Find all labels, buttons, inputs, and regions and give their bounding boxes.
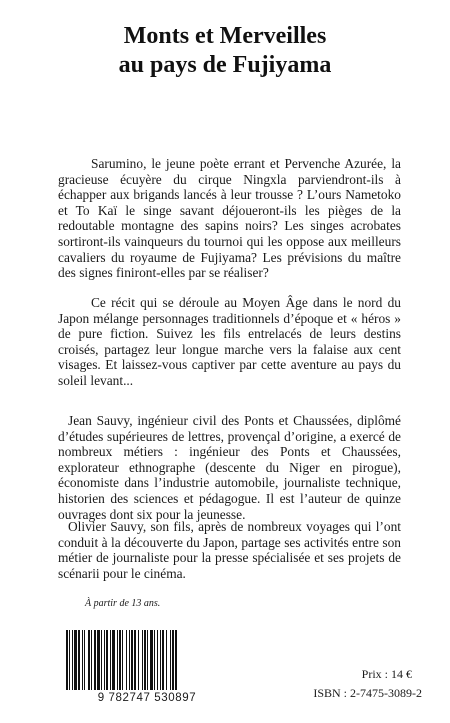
barcode-bar xyxy=(129,630,130,690)
barcode-bar xyxy=(112,630,115,690)
synopsis-paragraph-1: Sarumino, le jeune poète errant et Pervenche Azurée, la gracieuse écuyère du cirque Ningxla parviendront-ils à échapper aux brigands lancés à leur trousse ? L’ours Nametoko et To Kaï le singe savant déjoueront-ils les pièges de la redoutable montagne des sapins noirs? Les singes acrobates sortiront-ils vainqueurs du tournoi qui les oppose aux meilleurs cavaliers du royaume de Fujiyama? Les prévisions du maître des signes finiront-elles par se réaliser? xyxy=(58,156,401,281)
barcode-bar xyxy=(142,630,143,690)
barcode xyxy=(58,628,236,708)
barcode-bar xyxy=(72,630,73,690)
barcode-bar xyxy=(131,630,133,690)
book-title-line-2: au pays de Fujiyama xyxy=(118,52,332,78)
barcode-bar xyxy=(144,630,146,690)
barcode-bar xyxy=(119,630,121,690)
synopsis-paragraph-2: Ce récit qui se déroule au Moyen Âge dans le nord du Japon mélange personnages traditionnels d’époque et « héros » de pure fiction. Suivez les fils entrelacés de leurs destins croisés, partagez leur longue marche vers la falaise aux cent visages. Et laissez-vous captiver par cette aventure au pays du soleil levant... xyxy=(58,295,401,388)
barcode-bar xyxy=(122,630,123,690)
barcode-bar xyxy=(78,630,80,690)
book-title xyxy=(0,22,450,80)
barcode-bar xyxy=(84,630,85,690)
barcode-bar xyxy=(134,630,136,690)
barcode-bar xyxy=(94,630,96,690)
barcode-bar xyxy=(88,630,90,690)
barcode-bar xyxy=(91,630,92,690)
author-bio-jean-sauvy: Jean Sauvy, ingénieur civil des Ponts et Chaussées, diplômé d’études supérieures de lettres, provençal d’origine, a exercé de nombreux métiers : ingénieur des Ponts et Chaussées, explorateur ethnographe (descente du Niger en pirogue), économiste dans l’industrie automobile, journaliste technique, historien des sciences et pédagogue. Il est l’auteur de quinze ouvrages dont six pour la jeunesse. xyxy=(58,413,401,522)
barcode-bar xyxy=(104,630,105,690)
barcode-bar xyxy=(66,630,68,690)
barcode-bar xyxy=(154,630,155,690)
barcode-bar xyxy=(74,630,77,690)
isbn-label: ISBN : 2-7475-3089-2 xyxy=(313,686,422,700)
barcode-bar xyxy=(126,630,127,690)
barcode-bar xyxy=(138,630,139,690)
author-bio-olivier-sauvy: Olivier Sauvy, son fils, après de nombreux voyages qui l’ont conduit à la découverte du Japon, partage ses activités entre son métier de journaliste pour la presse spécialisée et ses projets de scénarii pour le cinéma. xyxy=(58,519,401,581)
barcode-bars-graphic xyxy=(58,628,236,692)
barcode-bar xyxy=(97,630,100,690)
book-title-line-1: Monts et Merveilles xyxy=(123,23,327,49)
barcode-bar xyxy=(117,630,118,690)
barcode-bar xyxy=(162,630,164,690)
barcode-bar xyxy=(170,630,171,690)
barcode-bar xyxy=(175,630,177,690)
barcode-bar xyxy=(172,630,174,690)
barcode-bar xyxy=(166,630,167,690)
price-label: Prix : 14 € xyxy=(361,667,412,681)
barcode-bar xyxy=(110,630,111,690)
barcode-bar xyxy=(101,630,102,690)
age-recommendation: À partir de 13 ans. xyxy=(85,598,161,609)
barcode-bar xyxy=(150,630,153,690)
barcode-bar xyxy=(82,630,83,690)
barcode-bar xyxy=(106,630,108,690)
barcode-bar xyxy=(157,630,158,690)
barcode-bar xyxy=(160,630,161,690)
barcode-bar xyxy=(69,630,70,690)
barcode-bar xyxy=(147,630,148,690)
barcode-number: 9 782747 530897 xyxy=(97,692,197,704)
